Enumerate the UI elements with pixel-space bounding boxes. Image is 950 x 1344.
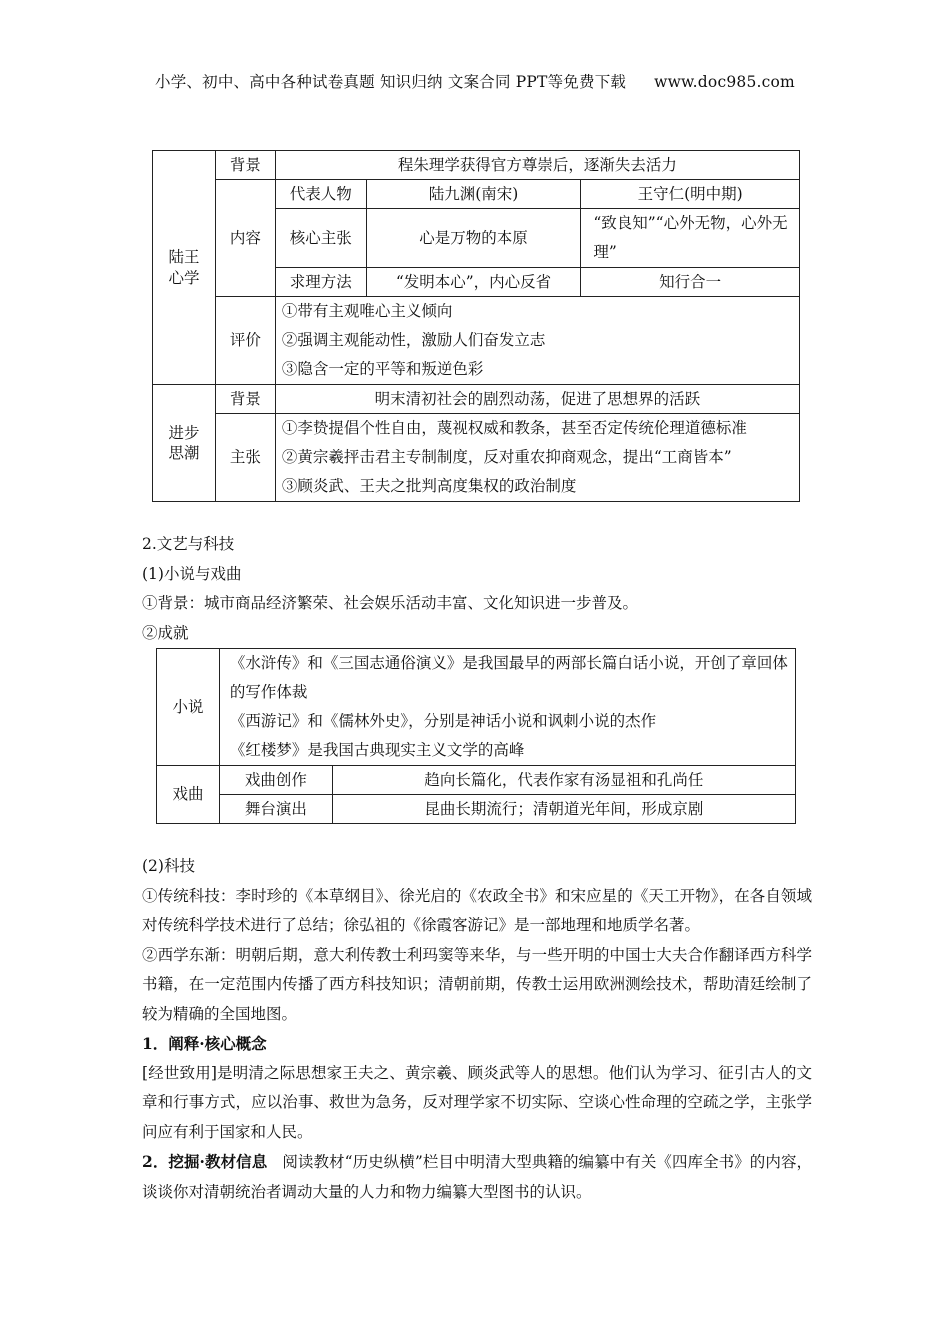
drama-row-label: 戏曲创作 — [219, 766, 332, 795]
drama-row-text: 趋向长篇化，代表作家有汤显祖和孔尚任 — [332, 766, 795, 795]
paragraph: ②成就 — [142, 623, 189, 642]
drama-label: 戏曲 — [157, 766, 220, 824]
luwang-eval-items — [275, 297, 799, 385]
novel-item: 《红楼梦》是我国古典现实主义文学的高峰 — [229, 741, 525, 759]
mining-text: 阅读教材“历史纵横”栏目中明清大型典籍的编纂中有关《四库全书》的内容，谈谈你对清朝统治者调动大量的人力和物力编纂大型图书的认识。 — [142, 1153, 813, 1201]
row-cell: 心是万物的本原 — [366, 209, 581, 268]
luwang-background-label: 背景 — [215, 151, 275, 180]
novel-label: 小说 — [157, 649, 220, 766]
section-title: (2)科技 — [142, 857, 195, 875]
luwang-content-label: 内容 — [215, 180, 275, 297]
claim-item: ③顾炎武、王夫之批判高度集权的政治制度 — [281, 477, 577, 495]
progress-claims — [275, 414, 799, 502]
row-cell: 王守仁(明中期) — [581, 180, 800, 209]
concept-text: [经世致用]是明清之际思想家王夫之、黄宗羲、顾炎武等人的思想。他们认为学习、征引古人的文章和行事方式，应以治事、救世为急务，反对理学家不切实际、空谈心性命理的空疏之学，主张学问应有利于国家和人民。 — [142, 1063, 812, 1141]
concept-title: 1．阐释·核心概念 — [142, 1034, 267, 1053]
progress-background-label: 背景 — [215, 385, 275, 414]
mining-title: 2．挖掘·教材信息 — [142, 1152, 268, 1171]
luwang-label: 陆王 心学 — [153, 151, 216, 385]
paragraph: ①传统科技：李时珍的《本草纲目》、徐光启的《农政全书》和宋应星的《天工开物》，在各自领域对传统科学技术进行了总结；徐弘祖的《徐霞客游记》是一部地理和地质学名著。 — [142, 886, 812, 934]
eval-item: ①带有主观唯心主义倾向 — [281, 302, 453, 320]
drama-row-text: 昆曲长期流行；清朝道光年间，形成京剧 — [332, 795, 795, 824]
header-text: 小学、初中、高中各种试卷真题 知识归纳 文案合同 PPT等免费下载 — [155, 73, 627, 91]
luwang-background-text: 程朱理学获得官方尊崇后，逐渐失去活力 — [275, 151, 799, 180]
progress-label: 进步 思潮 — [153, 385, 216, 502]
subsection-title: (1)小说与戏曲 — [142, 564, 242, 583]
row-cell: “发明本心”，内心反省 — [366, 268, 581, 297]
claim-item: ①李贽提倡个性自由，蔑视权威和教条，甚至否定传统伦理道德标准 — [281, 419, 747, 437]
section-title: 2.文艺与科技 — [142, 535, 235, 553]
luwang-eval-label: 评价 — [215, 297, 275, 385]
novel-item: 《水浒传》和《三国志通俗演义》是我国最早的两部长篇白话小说，开创了章回体的写作体裁 — [229, 654, 788, 701]
drama-row-label: 舞台演出 — [219, 795, 332, 824]
section-literature — [142, 530, 812, 648]
row-label: 代表人物 — [275, 180, 366, 209]
eval-item: ③隐含一定的平等和叛逆色彩 — [281, 360, 484, 378]
row-cell: “致良知”“心外无物，心外无理” — [581, 209, 800, 268]
progress-claims-label: 主张 — [215, 414, 275, 502]
literature-table — [156, 648, 796, 824]
novel-item: 《西游记》和《儒林外史》，分别是神话小说和讽刺小说的杰作 — [229, 712, 657, 730]
novel-items — [219, 649, 795, 766]
header-site: www.doc985.com — [654, 73, 795, 91]
row-cell: 知行合一 — [581, 268, 800, 297]
page-header — [0, 70, 950, 92]
claim-item: ②黄宗羲抨击君主专制制度，反对重农抑商观念，提出“工商皆本” — [281, 448, 732, 466]
paragraph: ②西学东渐：明朝后期，意大利传教士利玛窦等来华，与一些开明的中国士大夫合作翻译西方科学书籍，在一定范围内传播了西方科技知识；清朝前期，传教士运用欧洲测绘技术，帮助清廷绘制了较为精确的全国地图。 — [142, 945, 812, 1023]
row-cell: 陆九渊(南宋) — [366, 180, 581, 209]
row-label: 核心主张 — [275, 209, 366, 268]
thought-table — [152, 150, 800, 502]
row-label: 求理方法 — [275, 268, 366, 297]
section-science — [142, 852, 812, 1207]
eval-item: ②强调主观能动性，激励人们奋发立志 — [281, 331, 546, 349]
paragraph: ①背景：城市商品经济繁荣、社会娱乐活动丰富、文化知识进一步普及。 — [142, 594, 639, 612]
progress-background-text: 明末清初社会的剧烈动荡，促进了思想界的活跃 — [275, 385, 799, 414]
